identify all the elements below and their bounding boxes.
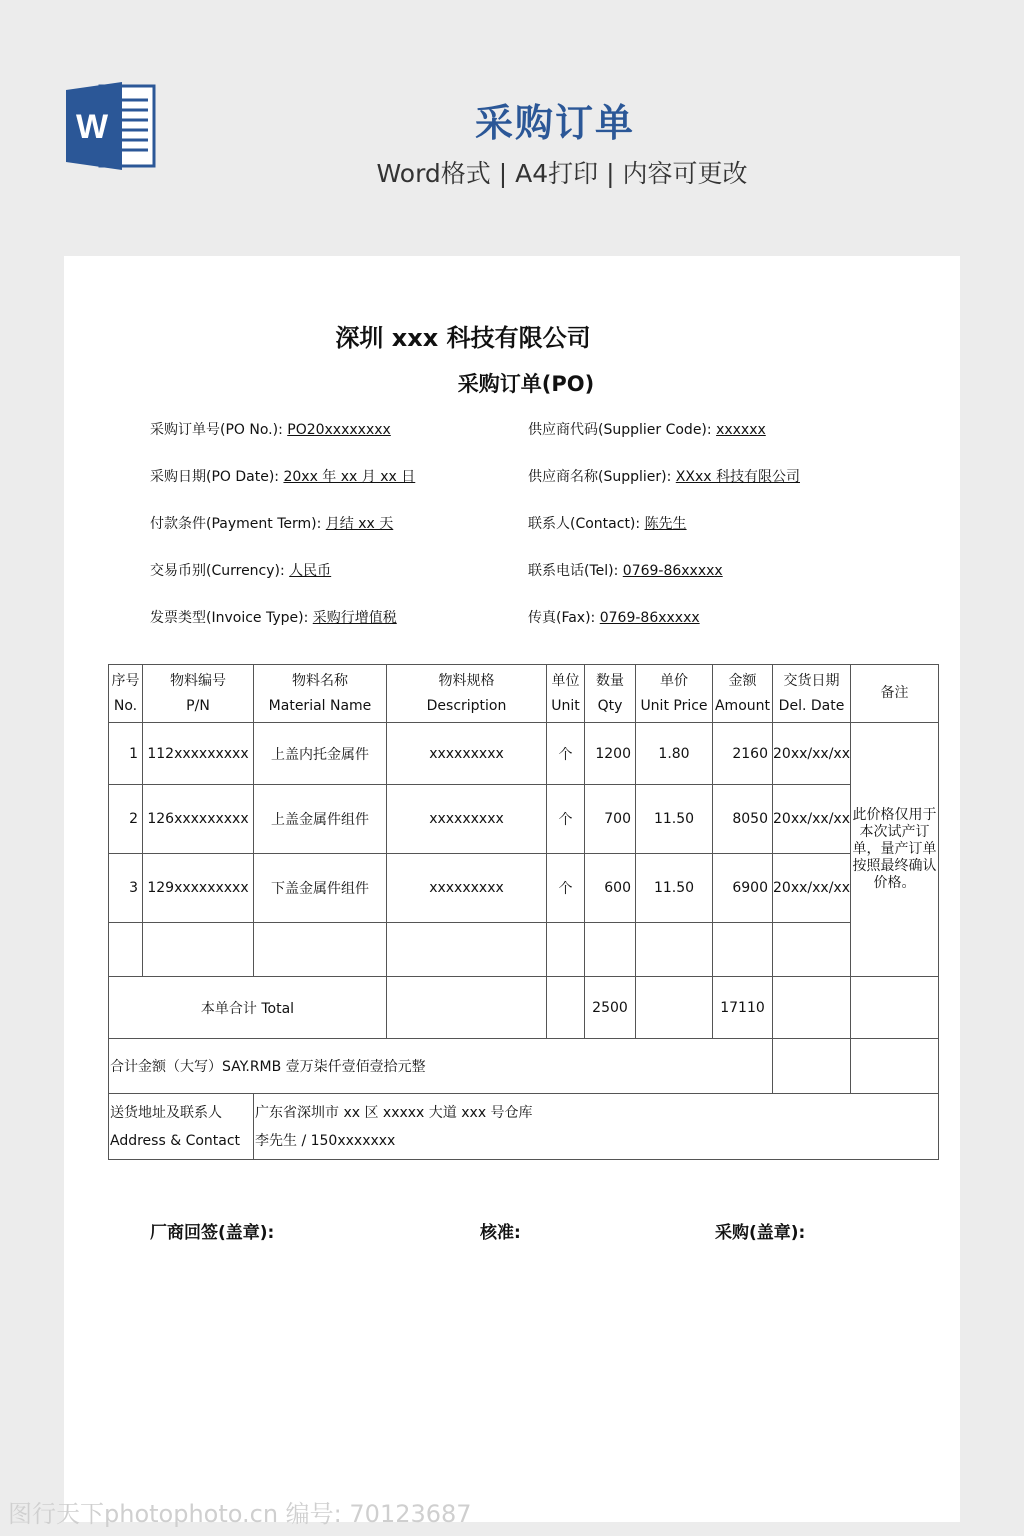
field-po-date: 采购日期(PO Date): 20xx 年 xx 月 xx 日 <box>150 469 416 485</box>
empty-row <box>109 923 939 977</box>
field-supplier: 供应商名称(Supplier): XXxx 科技有限公司 <box>528 469 800 485</box>
say-row <box>109 1039 939 1094</box>
currency-value: 人民币 <box>289 563 332 579</box>
total-qty: 2500 <box>585 977 636 1039</box>
field-fax: 传真(Fax): 0769-86xxxxx <box>528 610 700 626</box>
header-description: 物料规格 Description <box>387 665 547 723</box>
address-value: 广东省深圳市 xx 区 xxxxx 大道 xxx 号仓库 李先生 / 150xxxxxxx <box>254 1094 939 1160</box>
header-no: 序号 No. <box>109 665 143 723</box>
tel-value: 0769-86xxxxx <box>622 563 723 579</box>
word-logo-letter: W <box>75 108 109 146</box>
fax-value: 0769-86xxxxx <box>599 610 700 626</box>
purchase-signature-label: 采购(盖章): <box>715 1223 806 1243</box>
approve-signature-label: 核准: <box>480 1223 521 1243</box>
po-date-value: 20xx 年 xx 月 xx 日 <box>283 469 416 485</box>
address-row <box>109 1094 939 1160</box>
supplier-value: XXxx 科技有限公司 <box>675 469 800 485</box>
field-invoice-type: 发票类型(Invoice Type): 采购行增值税 <box>150 610 397 626</box>
field-payment-term: 付款条件(Payment Term): 月结 xx 天 <box>150 516 394 532</box>
say-amount: 合计金额（大写）SAY.RMB 壹万柒仟壹佰壹拾元整 <box>109 1039 773 1094</box>
table-header-row <box>109 665 939 723</box>
total-label: 本单合计 Total <box>109 977 387 1039</box>
header-pn: 物料编号 P/N <box>143 665 254 723</box>
header-amount: 金额 Amount <box>713 665 773 723</box>
field-po-no: 采购订单号(PO No.): PO20xxxxxxxx <box>150 422 391 438</box>
remarks-cell: 此价格仅用于本次试产订单，量产订单按照最终确认价格。 <box>851 723 939 977</box>
header-remarks: 备注 <box>851 665 939 723</box>
supplier-code-value: xxxxxx <box>716 422 766 438</box>
po-title: 采购订单(PO) <box>457 372 595 396</box>
header-del-date: 交货日期 Del. Date <box>773 665 851 723</box>
field-contact: 联系人(Contact): 陈先生 <box>528 516 687 532</box>
contact-value: 陈先生 <box>644 516 687 532</box>
total-amount: 17110 <box>713 977 773 1039</box>
field-supplier-code: 供应商代码(Supplier Code): xxxxxx <box>528 422 766 438</box>
vendor-signature-label: 厂商回签(盖章): <box>150 1223 275 1243</box>
po-no-value: PO20xxxxxxxx <box>287 422 391 438</box>
company-name: 深圳 xxx 科技有限公司 <box>335 324 591 352</box>
header-material-name: 物料名称 Material Name <box>254 665 387 723</box>
invoice-type-value: 采购行增值税 <box>312 610 397 626</box>
po-items-table <box>108 664 939 1160</box>
table-row: 1 112xxxxxxxxx 上盖内托金属件 xxxxxxxxx 个 1200 1.80 2160 20xx/xx/xx 此价格仅用于本次试产订单，量产订单按照最终确认价格。 <box>109 723 939 785</box>
header-unit: 单位 Unit <box>547 665 585 723</box>
field-tel: 联系电话(Tel): 0769-86xxxxx <box>528 563 723 579</box>
header-unit-price: 单价 Unit Price <box>636 665 713 723</box>
total-row <box>109 977 939 1039</box>
banner-subtitle: Word格式 | A4打印 | 内容可更改 <box>376 159 748 188</box>
header-qty: 数量 Qty <box>585 665 636 723</box>
field-currency: 交易币别(Currency): 人民币 <box>150 563 332 579</box>
watermark: 图行天下photophoto.cn 编号: 70123687 <box>8 1500 472 1528</box>
address-label: 送货地址及联系人 Address & Contact <box>109 1094 254 1160</box>
payment-term-value: 月结 xx 天 <box>325 516 394 532</box>
banner-title: 采购订单 <box>474 101 635 145</box>
table-row: 2 126xxxxxxxxx 上盖金属件组件 xxxxxxxxx 个 700 11.50 8050 20xx/xx/xx <box>109 785 939 854</box>
table-row: 3 129xxxxxxxxx 下盖金属件组件 xxxxxxxxx 个 600 11.50 6900 20xx/xx/xx <box>109 854 939 923</box>
